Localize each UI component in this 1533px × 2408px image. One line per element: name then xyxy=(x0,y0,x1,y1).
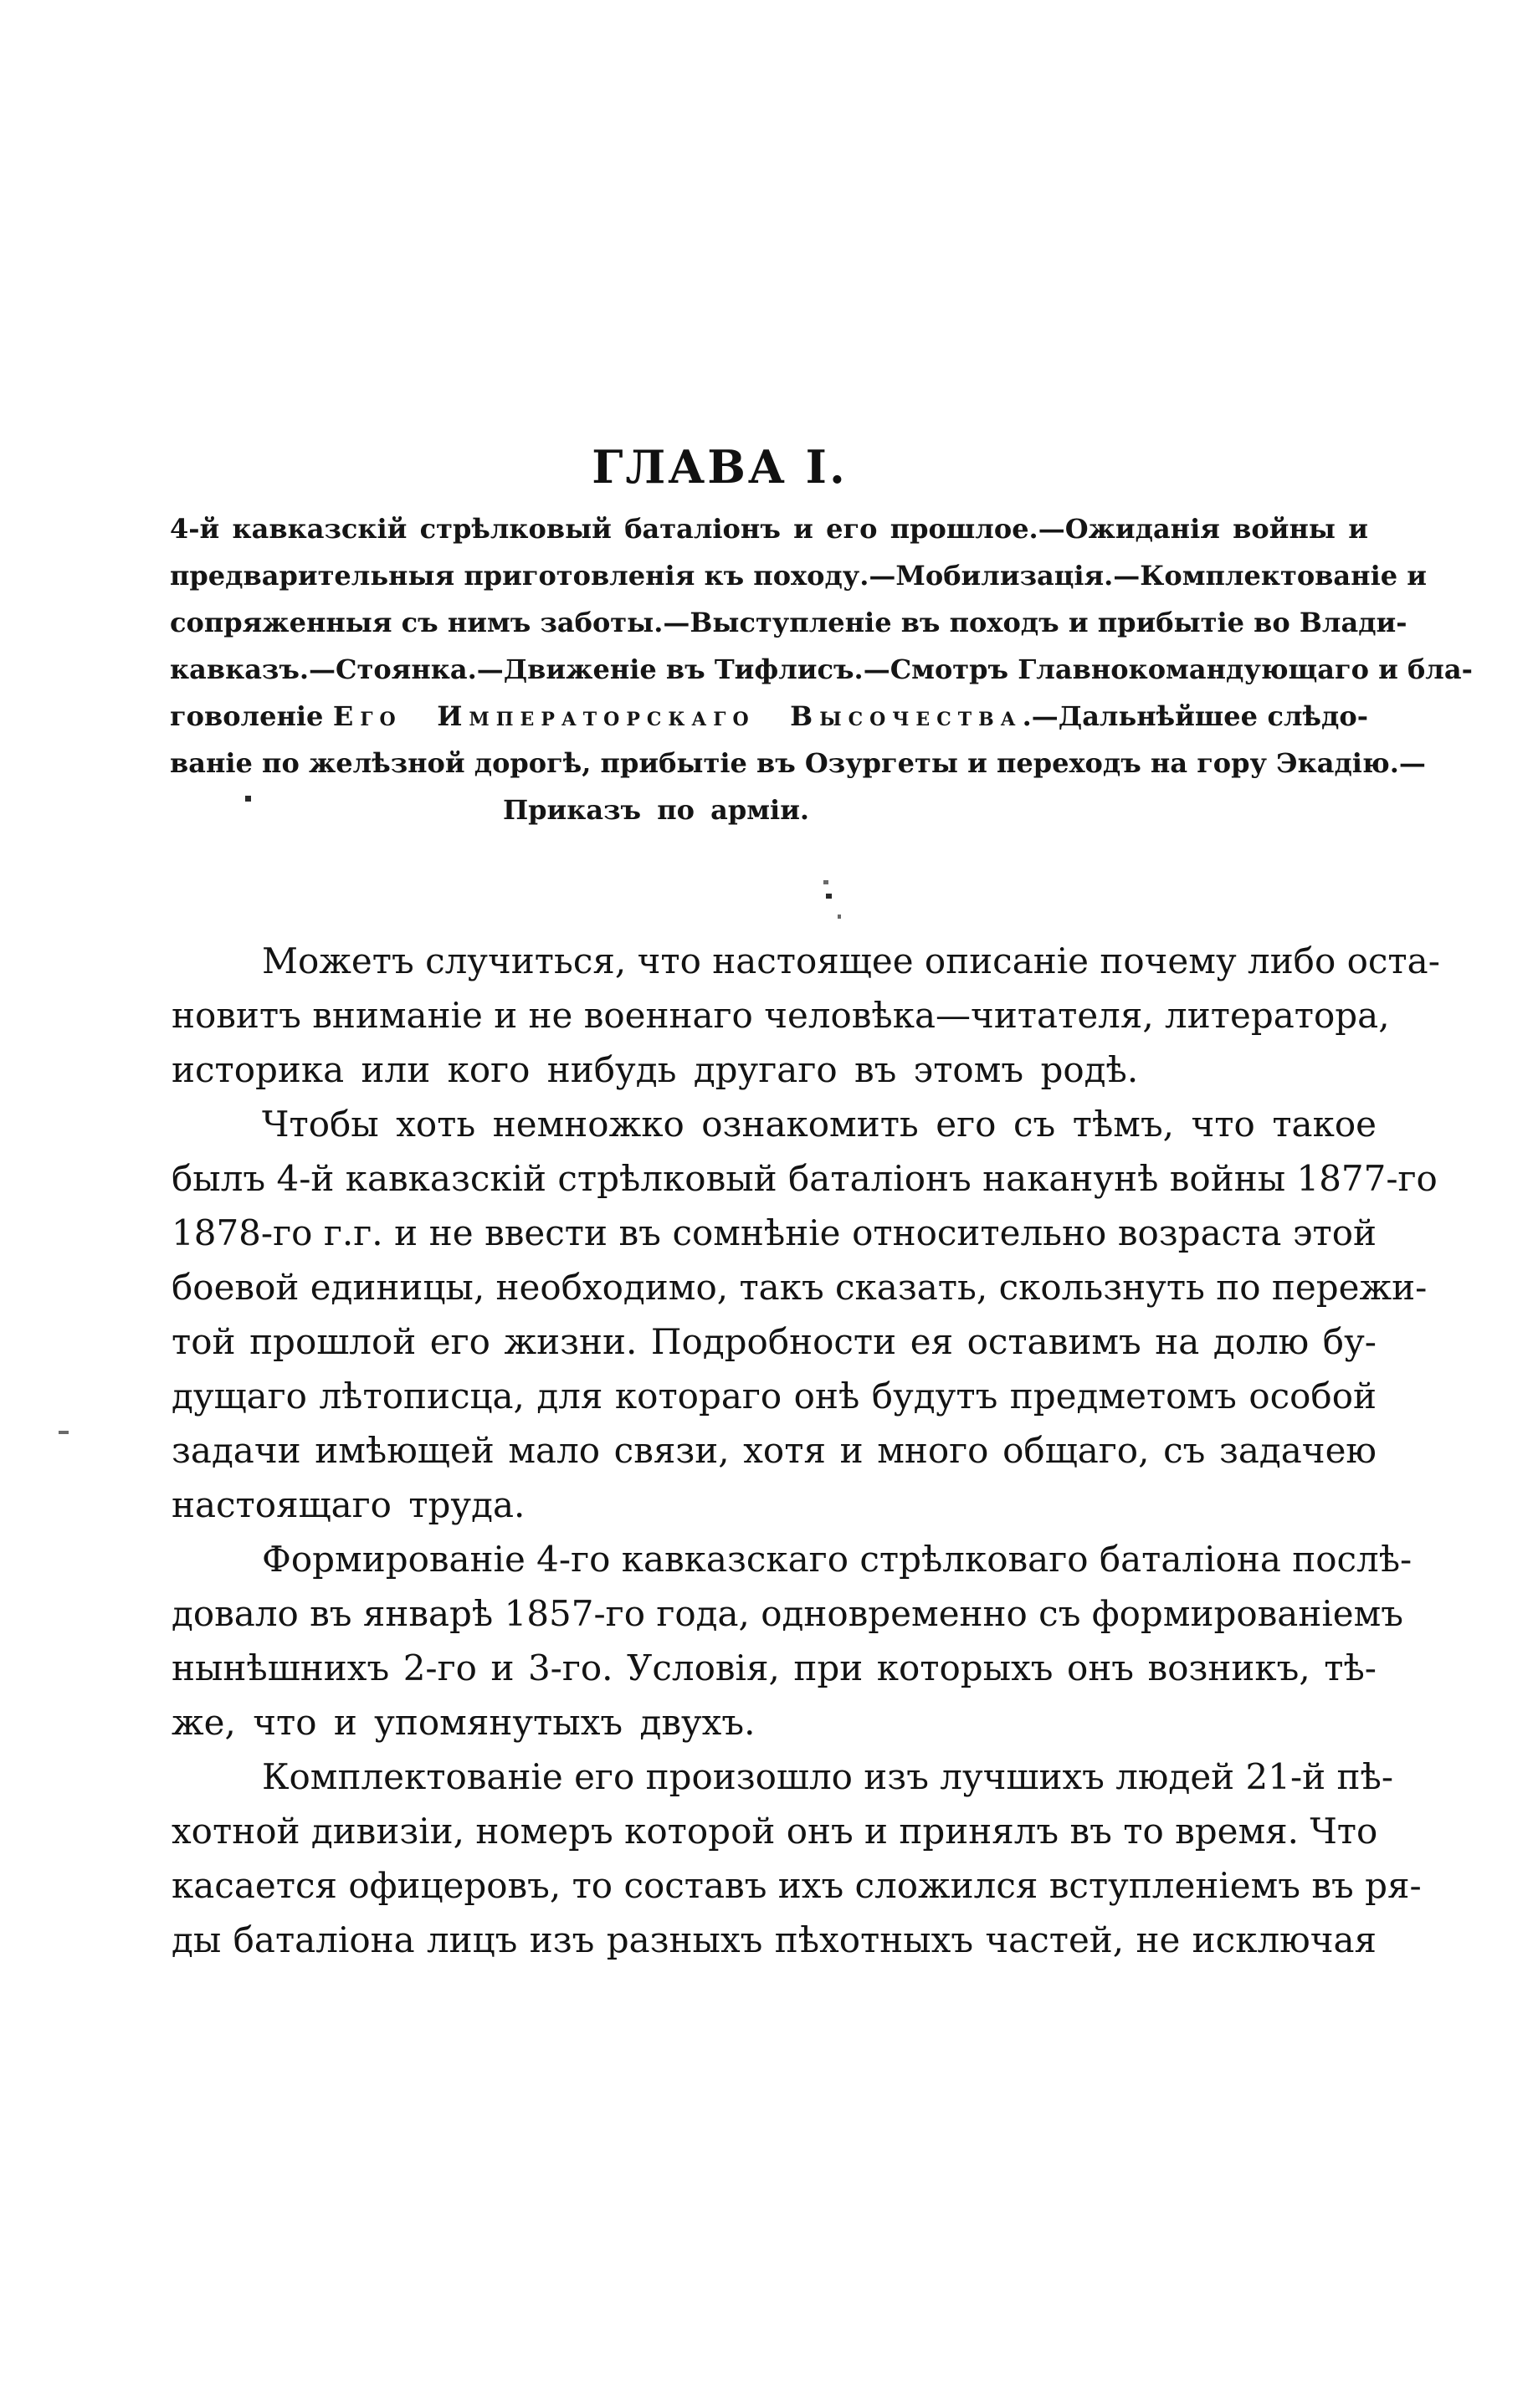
body-line: той прошлой его жизни. Подробности ея оставимъ на долю бу- xyxy=(172,1321,1377,1362)
scan-speck xyxy=(838,915,841,919)
summary-line: 4-й кавказскій стрѣлковый баталіонъ и его прошлое.—Ожиданія войны и xyxy=(170,513,1368,545)
scan-speck xyxy=(823,880,828,884)
body-line: Комплектованіе его произошло изъ лучшихъ людей 21-й пѣ- xyxy=(262,1756,1394,1797)
imperial-title-smallcaps: Его Императорскаго Высочества xyxy=(332,700,1023,732)
scan-speck xyxy=(245,796,251,802)
body-line: настоящаго труда. xyxy=(172,1484,526,1525)
summary-line: кавказъ.—Стоянка.—Движеніе въ Тифлисъ.—Смотръ Главнокомандующаго и бла- xyxy=(170,653,1473,685)
body-line: довало въ январѣ 1857-го года, одновременно съ формированіемъ xyxy=(172,1593,1404,1634)
summary-line xyxy=(170,693,1368,740)
body-line: же, что и упомянутыхъ двухъ. xyxy=(172,1702,756,1743)
scan-speck xyxy=(59,1431,69,1434)
body-line: боевой единицы, необходимо, такъ сказать, скользнуть по пережи- xyxy=(172,1267,1428,1308)
body-line: 1878-го г.г. и не ввести въ сомнѣніе относительно возраста этой xyxy=(172,1212,1377,1253)
body-line: Формированіе 4-го кавказскаго стрѣлковаго баталіона послѣ- xyxy=(262,1539,1413,1580)
body-line: задачи имѣющей мало связи, хотя и много общаго, съ задачею xyxy=(172,1430,1377,1471)
body-line: хотной дивизіи, номеръ которой онъ и принялъ въ то время. Что xyxy=(172,1811,1378,1852)
summary-line-segment: говоленіе xyxy=(170,700,333,732)
summary-line: предварительныя приготовленія къ походу.—Мобилизація.—Комплектованіе и xyxy=(170,560,1427,592)
summary-line: сопряженныя съ нимъ заботы.—Выступленіе въ походъ и прибытіе во Влади- xyxy=(170,607,1407,638)
body-line: нынѣшнихъ 2-го и 3-го. Условія, при которыхъ онъ возникъ, тѣ- xyxy=(172,1647,1377,1688)
body-text-block xyxy=(172,934,1440,1967)
scan-speck xyxy=(826,894,832,899)
body-line: ды баталіона лицъ изъ разныхъ пѣхотныхъ частей, не исключая xyxy=(172,1919,1377,1960)
chapter-heading: ГЛАВА I. xyxy=(592,440,848,494)
body-line: новитъ вниманіе и не военнаго человѣка—читателя, литератора, xyxy=(172,995,1390,1036)
body-line: касается офицеровъ, то составъ ихъ сложился вступленіемъ въ ря- xyxy=(172,1865,1422,1906)
summary-line: ваніе по желѣзной дорогѣ, прибытіе въ Озургеты и переходъ на гору Экадію.— xyxy=(170,747,1426,779)
summary-line-centered: Приказъ по арміи. xyxy=(502,794,810,826)
body-line: Чтобы хоть немножко ознакомить его съ тѣмъ, что такое xyxy=(262,1104,1377,1145)
body-line: былъ 4-й кавказскій стрѣлковый баталіонъ наканунѣ войны 1877-го xyxy=(172,1158,1438,1199)
body-line: дущаго лѣтописца, для котораго онѣ будутъ предметомъ особой xyxy=(172,1376,1377,1417)
body-line: историка или кого нибудь другаго въ этомъ родѣ. xyxy=(172,1049,1139,1090)
body-line: Можетъ случиться, что настоящее описаніе почему либо оста- xyxy=(262,940,1440,981)
chapter-summary xyxy=(170,505,1473,833)
summary-line-segment: .—Дальнѣйшее слѣдо- xyxy=(1022,700,1368,732)
